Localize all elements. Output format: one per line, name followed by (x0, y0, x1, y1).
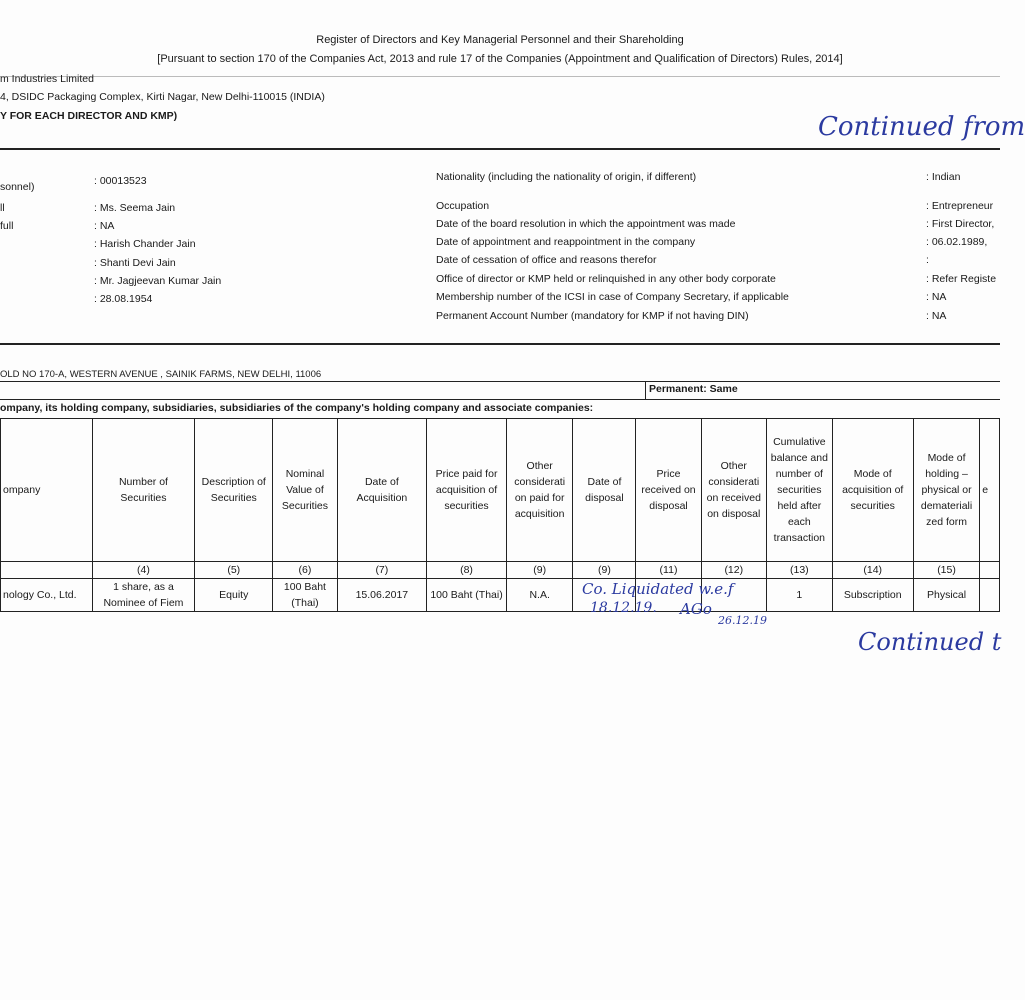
nationality-value: : Indian (926, 171, 961, 183)
cell-mode-acquisition: Subscription (832, 579, 913, 612)
col-number: (13) (767, 562, 833, 579)
company-address: 4, DSIDC Packaging Complex, Kirti Nagar, New Delhi-110015 (INDIA) (0, 91, 325, 103)
handwritten-liquidated-note: Co. Liquidated w.e.f (582, 580, 734, 598)
other-office-value: : Refer Registe (926, 273, 997, 285)
col-header-mode-acquisition: Mode of acquisition of securities (832, 419, 913, 562)
permanent-address: Permanent: Same (649, 383, 738, 395)
col-number: (5) (195, 562, 273, 579)
pan-value: : NA (926, 310, 947, 322)
occupation-label: Occupation (436, 200, 490, 212)
cell-date-acquisition: 15.06.2017 (337, 579, 426, 612)
cell-description: Equity (195, 579, 273, 612)
board-resolution-label: Date of the board resolution in which the appointment was made (436, 218, 736, 230)
handwritten-initial-date: 26.12.19 (718, 614, 767, 627)
col-number: (12) (701, 562, 767, 579)
cell-cumulative-balance: 1 (767, 579, 833, 612)
dob-value: : 28.08.1954 (94, 293, 153, 305)
occupation-value: : Entrepreneur (926, 200, 994, 212)
cell-nominal-value: 100 Baht (Thai) (273, 579, 337, 612)
cell-truncated (980, 579, 1000, 612)
col-header-nominal-value: Nominal Value of Securities (273, 419, 337, 562)
col-number: (4) (92, 562, 195, 579)
col-header-mode-holding: Mode of holding – physical or demateriali zed form (913, 419, 980, 562)
mother-name-value: : Shanti Devi Jain (94, 257, 176, 269)
col-header-date-acquisition: Date of Acquisition (337, 419, 426, 562)
cell-mode-holding: Physical (913, 579, 980, 612)
cell-number-of-securities: 1 share, as a Nominee of Fiem (92, 579, 195, 612)
col-header-cumulative-balance: Cumulative balance and number of securities held after each transaction (767, 419, 833, 562)
securities-heading: ompany, its holding company, subsidiaries, subsidiaries of the company's holding company and associate companies: (0, 402, 594, 414)
handwritten-continued-to: Continued t (858, 628, 1002, 656)
table-number-row (1, 562, 1000, 579)
col-number: (14) (832, 562, 913, 579)
col-header-price-paid: Price paid for acquisition of securities (427, 419, 507, 562)
col-number (1, 562, 93, 579)
table-header-row (1, 419, 1000, 562)
col-header-price-received: Price received on disposal (636, 419, 701, 562)
din-value: : 00013523 (94, 175, 147, 187)
former-name-value: : NA (94, 220, 115, 232)
col-header-description: Description of Securities (195, 419, 273, 562)
company-name: m Industries Limited (0, 73, 94, 85)
appointment-date-label: Date of appointment and reappointment in the company (436, 236, 696, 248)
col-number: (7) (337, 562, 426, 579)
register-subtitle: [Pursuant to section 170 of the Companies Act, 2013 and rule 17 of the Companies (Appointment and Qualification of Directors) Rules, 2014] (157, 53, 843, 65)
icsi-label: Membership number of the ICSI in case of Company Secretary, if applicable (436, 291, 789, 303)
handwritten-initials: AGo (680, 600, 712, 618)
col-header-company: ompany (1, 419, 93, 562)
personal-label-0: sonnel) (0, 181, 35, 193)
col-number: (8) (427, 562, 507, 579)
spouse-name-value: : Mr. Jagjeevan Kumar Jain (94, 275, 222, 287)
cell-other-consideration-paid: N.A. (506, 579, 572, 612)
col-header-number-of-securities: Number of Securities (92, 419, 195, 562)
pan-label: Permanent Account Number (mandatory for KMP if not having DIN) (436, 310, 749, 322)
col-header-date-disposal: Date of disposal (573, 419, 636, 562)
col-number (980, 562, 1000, 579)
col-number: (9) (573, 562, 636, 579)
col-header-other-consideration-received: Other considerati on received on disposal (701, 419, 767, 562)
cell-price-paid: 100 Baht (Thai) (427, 579, 507, 612)
register-title: Register of Directors and Key Managerial Personnel and their Shareholding (316, 34, 684, 46)
handwritten-continued-from: Continued from (818, 112, 1025, 142)
nationality-label: Nationality (including the nationality of origin, if different) (436, 171, 697, 183)
personal-label-1: ll (0, 202, 5, 214)
cessation-label: Date of cessation of office and reasons therefor (436, 254, 657, 266)
col-number: (6) (273, 562, 337, 579)
col-number: (11) (636, 562, 701, 579)
table-row (1, 579, 1000, 612)
section-heading: Y FOR EACH DIRECTOR AND KMP) (0, 110, 178, 122)
name-value: : Ms. Seema Jain (94, 202, 176, 214)
personal-label-2: full (0, 220, 14, 232)
icsi-value: : NA (926, 291, 947, 303)
appointment-date-value: : 06.02.1989, (926, 236, 988, 248)
cessation-value: : (926, 254, 929, 266)
securities-table (0, 418, 1000, 612)
col-number: (9) (506, 562, 572, 579)
cell-company: nology Co., Ltd. (1, 579, 93, 612)
father-name-value: : Harish Chander Jain (94, 238, 196, 250)
handwritten-liquidation-date: 18.12.19. (590, 600, 657, 616)
col-header-truncated: e (980, 419, 1000, 562)
other-office-label: Office of director or KMP held or relinquished in any other body corporate (436, 273, 776, 285)
board-resolution-value: : First Director, (926, 218, 995, 230)
present-address: OLD NO 170-A, WESTERN AVENUE , SAINIK FARMS, NEW DELHI, 11006 (0, 369, 322, 380)
col-header-other-consideration-paid: Other considerati on paid for acquisition (506, 419, 572, 562)
col-number: (15) (913, 562, 980, 579)
